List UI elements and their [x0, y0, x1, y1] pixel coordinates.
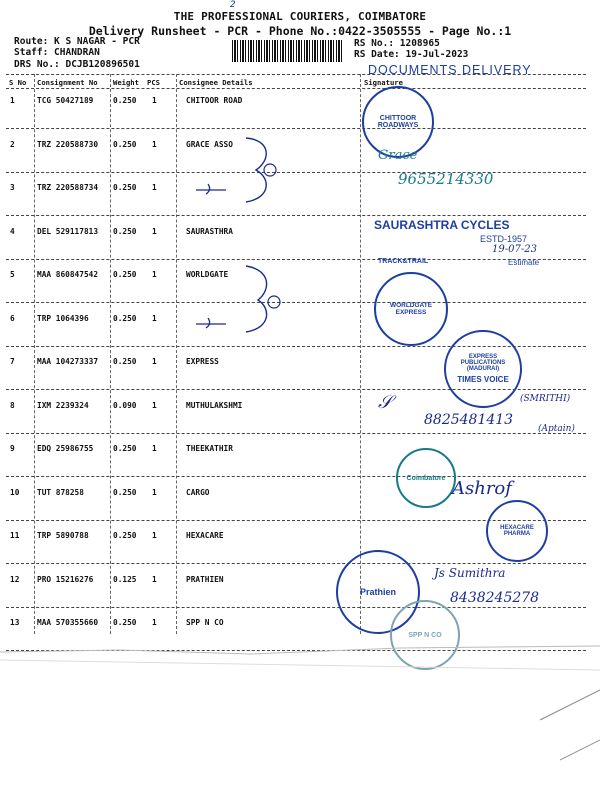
page-mark: 2	[230, 0, 236, 10]
rs-date: RS Date: 19-Jul-2023	[354, 49, 469, 60]
documents-delivery-stamp: DOCUMENTS DELIVERY	[368, 63, 532, 77]
row-divider	[6, 128, 586, 129]
signature-row8: 𝒮	[378, 392, 392, 413]
row-divider	[6, 215, 586, 216]
row-consignment: MAA 104273337	[37, 357, 99, 366]
cargo-stamp-text: Coimbatore	[406, 474, 446, 482]
row-consignment: TRP 1064396	[37, 314, 89, 323]
row-divider	[6, 302, 586, 303]
row-sno: 9	[10, 444, 15, 453]
row-sno: 13	[10, 618, 20, 627]
row-consignment: TCG 50427189	[37, 96, 94, 105]
row-sno: 11	[10, 531, 20, 540]
row-divider	[6, 433, 586, 434]
row-pcs: 1	[152, 444, 157, 453]
row-consignment: PRO 15216276	[37, 575, 94, 584]
row-pcs: 1	[152, 227, 157, 236]
row-pcs: 1	[152, 401, 157, 410]
row-pcs: 1	[152, 270, 157, 279]
row-consignment: DEL 529117813	[37, 227, 99, 236]
row-sno: 10	[10, 488, 20, 497]
row-consignee: CHITOOR ROAD	[186, 96, 243, 105]
row-consignee: SPP N CO	[186, 618, 224, 627]
prathien-stamp-text: Prathien	[359, 587, 396, 597]
hexacare-stamp	[486, 500, 548, 562]
signature-row10: Ashrof	[452, 478, 512, 499]
row-pcs: 1	[152, 488, 157, 497]
row-weight: 0.090	[113, 401, 137, 410]
row-pcs: 1	[152, 183, 157, 192]
express-publications-stamp	[444, 330, 522, 408]
row-pcs: 1	[152, 140, 157, 149]
col-divider	[360, 74, 361, 634]
phone-row2: 9655214330	[398, 170, 494, 188]
row-divider	[6, 476, 586, 477]
row-sno: 12	[10, 575, 20, 584]
sppnco-stamp-text: SPP N CO	[408, 631, 442, 639]
name-row8: (SMRITHI)	[520, 394, 571, 404]
barcode	[232, 40, 342, 62]
worldgate-stamp	[374, 272, 448, 346]
row-divider	[6, 259, 586, 260]
express-pub-text: EXPRESS PUBLICATIONS (MADURAI)	[460, 354, 506, 372]
row-weight: 0.250	[113, 531, 137, 540]
rs-number: RS No.: 1208965	[354, 38, 440, 49]
row-sno: 4	[10, 227, 15, 236]
row-consignment: IXM 2239324	[37, 401, 89, 410]
col-consignment: Consignment No	[37, 78, 98, 87]
signature-row2: Grace	[378, 148, 418, 163]
row-consignee: PRATHIEN	[186, 575, 224, 584]
saurashtra-note: Estimate	[508, 258, 540, 267]
row-weight: 0.250	[113, 96, 137, 105]
saurashtra-name: SAURASHTRA CYCLES	[374, 218, 510, 232]
runsheet-title: Delivery Runsheet - PCR - Phone No.:0422-3505555 - Page No.:1	[88, 24, 512, 38]
hexacare-stamp-text: HEXACARE PHARMA	[500, 525, 534, 537]
phone-row12: 8438245278	[450, 590, 540, 606]
row-pcs: 1	[152, 531, 157, 540]
row-weight: 0.250	[113, 183, 137, 192]
phone-row8: 8825481413	[424, 412, 514, 428]
row-consignee: CARGO	[186, 488, 210, 497]
row-pcs: 1	[152, 618, 157, 627]
row-consignee: HEXACARE	[186, 531, 224, 540]
worldgate-stamp-text: WORLDGATE EXPRESS	[389, 302, 433, 316]
row-divider	[6, 172, 586, 173]
row-weight: 0.250	[113, 618, 137, 627]
row-consignment: TRZ 220588730	[37, 140, 99, 149]
row-sno: 6	[10, 314, 15, 323]
brace-mark	[176, 130, 296, 210]
row-divider	[6, 563, 586, 564]
row-sno: 2	[10, 140, 15, 149]
col-divider	[110, 74, 111, 634]
row-pcs: 1	[152, 575, 157, 584]
torn-paper-edge	[0, 640, 600, 800]
row-sno: 8	[10, 401, 15, 410]
col-divider	[34, 74, 35, 634]
row-consignment: MAA 570355660	[37, 618, 99, 627]
row-consignee: WORLDGATE	[186, 270, 229, 279]
saurashtra-estd: ESTD-1957	[480, 234, 528, 244]
row-sno: 5	[10, 270, 15, 279]
col-weight: Weight	[113, 78, 139, 87]
row-consignment: MAA 860847542	[37, 270, 99, 279]
staff-text: Staff: CHANDRAN	[14, 47, 100, 58]
row-consignment: TRZ 220588734	[37, 183, 99, 192]
row-weight: 0.250	[113, 140, 137, 149]
row-consignee: THEEKATHIR	[186, 444, 233, 453]
row-pcs: 1	[152, 314, 157, 323]
drs-number: DRS No.: DCJB120896501	[14, 59, 140, 70]
company-title: THE PROFESSIONAL COURIERS, COIMBATORE	[173, 10, 427, 23]
row-weight: 0.250	[113, 314, 137, 323]
row-weight: 0.125	[113, 575, 137, 584]
row-weight: 0.250	[113, 227, 137, 236]
row-weight: 0.250	[113, 488, 137, 497]
row-sno: 3	[10, 183, 15, 192]
row-weight: 0.250	[113, 357, 137, 366]
row-pcs: 1	[152, 357, 157, 366]
table-top-rule	[6, 74, 586, 75]
row-weight: 0.250	[113, 444, 137, 453]
brace-mark	[176, 260, 296, 340]
row-pcs: 1	[152, 96, 157, 105]
col-pcs: PCS	[147, 78, 160, 87]
name-row12: Js Sumithra	[434, 566, 506, 580]
note-row8: (Aptain)	[538, 424, 575, 434]
route-text: Route: K S NAGAR - PCR	[14, 36, 140, 47]
chittoor-stamp-text: CHITTOOR ROADWAYS	[377, 115, 419, 129]
date-row4: 19-07-23	[492, 244, 537, 255]
row-sno: 1	[10, 96, 15, 105]
table-head-rule	[6, 88, 586, 89]
saurashtra-brand: TRACK&TRAIL	[378, 258, 429, 265]
row-sno: 7	[10, 357, 15, 366]
row-weight: 0.250	[113, 270, 137, 279]
col-signature: Signature	[364, 78, 403, 87]
row-consignee: EXPRESS	[186, 357, 219, 366]
row-consignee: MUTHULAKSHMI	[186, 401, 243, 410]
row-consignee: SAURASTHRA	[186, 227, 233, 236]
col-consignee: Consignee Details	[179, 78, 253, 87]
col-sno: S No	[9, 78, 27, 87]
row-consignee: GRACE ASSO	[186, 140, 233, 149]
row-consignment: TUT 878258	[37, 488, 84, 497]
row-divider	[6, 607, 586, 608]
times-voice-text: TIMES VOICE	[457, 375, 509, 384]
cargo-stamp	[396, 448, 456, 508]
row-consignment: EDQ 25986755	[37, 444, 94, 453]
row-consignment: TRP 5890788	[37, 531, 89, 540]
